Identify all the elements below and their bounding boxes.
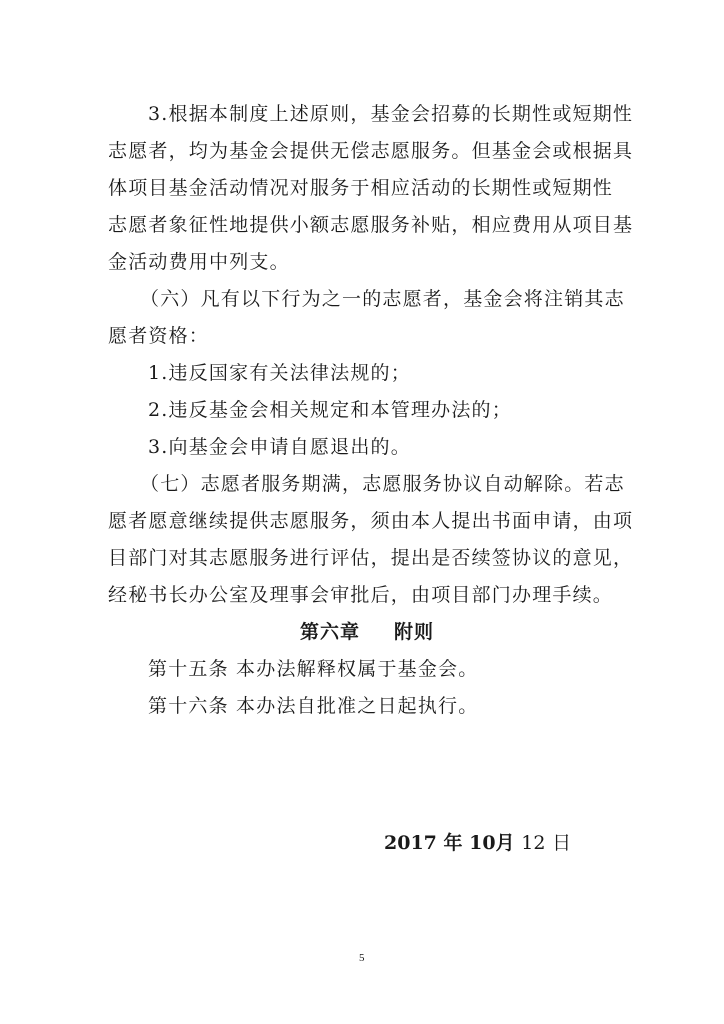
date-month-unit: 月 (495, 832, 515, 854)
date-month: 10 (469, 832, 496, 854)
chapter-heading (300, 620, 434, 644)
date-year: 2017 (384, 832, 437, 854)
paragraph-1-line-4: 志愿者象征性地提供小额志愿服务补贴，相应费用从项目基 (108, 214, 634, 236)
date-year-unit: 年 (443, 832, 463, 854)
paragraph-3-line-1: （七）志愿者服务期满，志愿服务协议自动解除。若志 (140, 473, 625, 495)
paragraph-1-line-2: 志愿者，均为基金会提供无偿志愿服务。但基金会或根据具 (108, 140, 634, 162)
date-day: 12 (521, 832, 546, 854)
paragraph-2-line-1: （六）凡有以下行为之一的志愿者，基金会将注销其志 (140, 288, 625, 310)
list-item-3: 3.向基金会申请自愿退出的。 (148, 436, 411, 458)
paragraph-1-line-1: 3.根据本制度上述原则，基金会招募的长期性或短期性 (148, 103, 634, 125)
paragraph-3-line-2: 愿者愿意继续提供志愿服务，须由本人提出书面申请，由项 (108, 510, 634, 532)
date-day-unit: 日 (552, 832, 572, 854)
article-16: 第十六条 本办法自批准之日起执行。 (148, 695, 479, 717)
paragraph-2-line-2: 愿者资格： (108, 325, 210, 347)
paragraph-3-line-4: 经秘书长办公室及理事会审批后，由项目部门办理手续。 (108, 584, 614, 606)
paragraph-3-line-3: 目部门对其志愿服务进行评估，提出是否续签协议的意见， (108, 547, 634, 569)
list-item-2: 2.违反基金会相关规定和本管理办法的； (148, 399, 512, 421)
chapter-title: 附则 (394, 621, 435, 643)
chapter-number: 第六章 (300, 621, 361, 643)
page-number: 5 (359, 952, 365, 964)
list-item-1: 1.违反国家有关法律法规的； (148, 362, 411, 384)
article-15: 第十五条 本办法解释权属于基金会。 (148, 658, 479, 680)
document-date (384, 831, 571, 855)
paragraph-1-line-3: 体项目基金活动情况对服务于相应活动的长期性或短期性 (108, 177, 614, 199)
paragraph-1-line-5: 金活动费用中列支。 (108, 251, 290, 273)
